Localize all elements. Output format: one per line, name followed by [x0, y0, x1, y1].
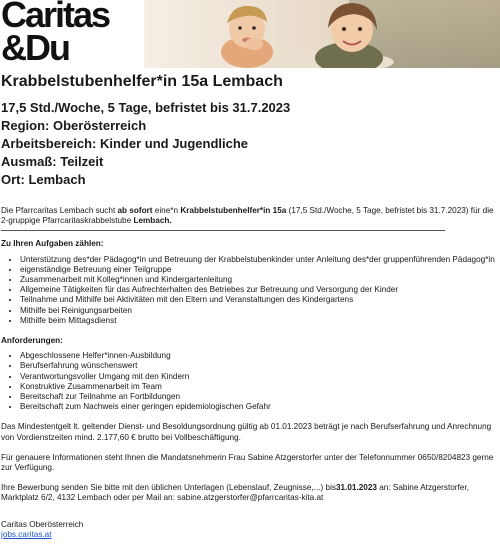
list-item: • Konstruktive Zusammenarbeit im Team: [20, 382, 499, 392]
requirements-heading: Anforderungen:: [1, 336, 63, 346]
list-item: • Teilnahme und Mithilfe bei Aktivitäten mit den Eltern und Veranstaltungen des Kindergartens: [20, 295, 499, 305]
logo-line-1: Caritas: [1, 0, 110, 35]
list-item: • Mithilfe bei Reinigungsarbeiten: [20, 306, 499, 316]
footer-org: Caritas Oberösterreich: [1, 519, 84, 529]
list-item: • eigenständige Betreuung einer Teilgruppe: [20, 265, 499, 275]
list-item: • Allgemeine Tätigkeiten für das Aufrechterhalten des Betriebes zur Betreuung und Versorgung der Kinder: [20, 285, 499, 295]
list-item: • Mithilfe beim Mittagsdienst: [20, 316, 499, 326]
fact-location: Ort: Lembach: [1, 172, 86, 187]
tasks-heading: Zu Ihren Aufgaben zählen:: [1, 239, 104, 249]
page-header: [0, 0, 500, 68]
list-item: • Zusammenarbeit mit Kolleg*innen und Kindergartenleitung: [20, 275, 499, 285]
application-paragraph: Ihre Bewerbung senden Sie bitte mit den üblichen Unterlagen (Lebenslauf, Zeugnisse,...) bis31.01.2023 an: Sabine Atzgerstorfer, Marktplatz 6/2, 4132 Lembach oder per Mail an: sabine.atzgerstorfer@pfarrcaritas-kita.at: [1, 483, 469, 503]
fact-extent: Ausmaß: Teilzeit: [1, 154, 104, 169]
jobs-link[interactable]: jobs.caritas.at: [1, 529, 52, 539]
caritas-logo: [1, 0, 110, 68]
list-item: • Bereitschaft zur Teilnahme an Fortbildungen: [20, 392, 499, 402]
job-description: [1, 206, 499, 540]
salary-paragraph: Das Mindestentgelt lt. geltender Dienst- und Besoldungsordnung gültig ab 01.01.2023 beträgt je nach Berufserfahrung und Anrechnung von Vordienstzeiten mind. 2.177,60 € brutto bei Vollbeschäftigung.: [1, 422, 492, 442]
list-item: • Unterstützung des*der Pädagog*in und Betreuung der Krabbelstubenkinder unter Anleitung des*der gruppenführenden Pädagog*in: [20, 255, 499, 265]
list-item: • Abgeschlossene Helfer*innen-Ausbildung: [20, 351, 499, 361]
divider: [1, 230, 445, 231]
fact-field: Arbeitsbereich: Kinder und Jugendliche: [1, 136, 249, 151]
list-item: • Berufserfahrung wünschenswert: [20, 361, 499, 371]
logo-line-2: &Du: [1, 27, 69, 68]
fact-region: Region: Oberösterreich: [1, 118, 147, 133]
job-facts: [1, 99, 290, 189]
fact-hours: 17,5 Std./Woche, 5 Tage, befristet bis 31.7.2023: [1, 100, 291, 115]
tasks-list: [1, 255, 499, 326]
intro-paragraph: Die Pfarrcaritas Lembach sucht ab sofort eine*n Krabbelstubenhelfer*in 15a (17,5 Std./Woche, 5 Tage, befristet bis 31.7.2023) für die 2-gruppige Pfarrcaritaskrabbelstube Lembach.: [1, 206, 494, 226]
contact-paragraph: Für genauere Informationen steht Ihnen die Mandatsnehmerin Frau Sabine Atzgerstorfer unter der Telefonnummer 0650/8204823 gerne zur Verfügung.: [1, 452, 494, 473]
job-title: Krabbelstubenhelfer*in 15a Lembach: [1, 73, 283, 90]
list-item: • Verantwortungsvoller Umgang mit den Kindern: [20, 372, 499, 382]
header-photo: [144, 0, 500, 68]
list-item: • Bereitschaft zum Nachweis einer geringen epidemiologischen Gefahr: [20, 402, 499, 412]
requirements-list: [1, 351, 499, 412]
